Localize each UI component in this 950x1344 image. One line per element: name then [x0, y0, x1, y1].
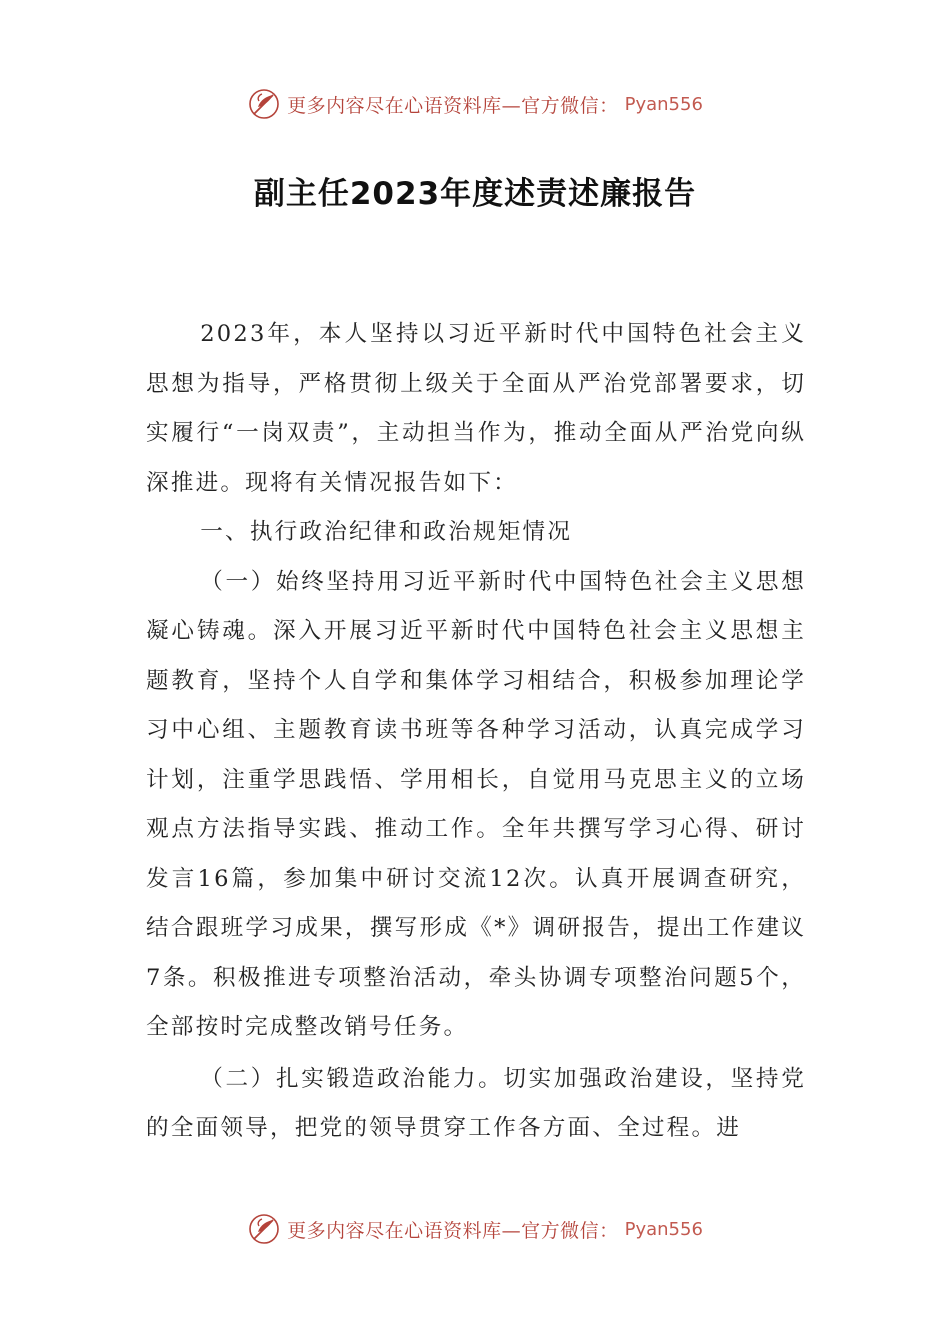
watermark-text: 更多内容尽在心语资料库—官方微信： [287, 1219, 619, 1242]
header-watermark [0, 84, 950, 124]
intro-paragraph: 2023年，本人坚持以习近平新时代中国特色社会主义思想为指导，严格贯彻上级关于全面从严治党部署要求，切实履行“一岗双责”，主动担当作为，推动全面从严治党向纵深推进。现将有关情况报告如下： [146, 321, 806, 496]
feather-pen-icon [247, 87, 281, 121]
document-body [146, 310, 806, 1154]
watermark-wechat-id: Pyan556 [624, 93, 703, 115]
feather-pen-icon [247, 1212, 281, 1246]
watermark-wechat-id: Pyan556 [624, 1218, 703, 1240]
subsection-paragraph-1: （一）始终坚持用习近平新时代中国特色社会主义思想凝心铸魂。深入开展习近平新时代中国特色社会主义思想主题教育，坚持个人自学和集体学习相结合，积极参加理论学习中心组、主题教育读书班等各种学习活动，认真完成学习计划，注重学思践悟、学用相长，自觉用马克思主义的立场观点方法指导实践、推动工作。全年共撰写学习心得、研讨发言16篇，参加集中研讨交流12次。认真开展调查研究，结合跟班学习成果，撰写形成《*》调研报告，提出工作建议7条。积极推进专项整治活动，牵头协调专项整治问题5个，全部按时完成整改销号任务。 [146, 568, 806, 1040]
footer-watermark [0, 1209, 950, 1249]
section-heading: 一、执行政治纪律和政治规矩情况 [200, 519, 573, 545]
document-title: 副主任2023年度述责述廉报告 [253, 176, 697, 212]
subsection-paragraph-2: （二）扎实锻造政治能力。切实加强政治建设，坚持党的全面领导，把党的领导贯穿工作各方面、全过程。进 [146, 1065, 806, 1141]
watermark-text: 更多内容尽在心语资料库—官方微信： [287, 94, 619, 117]
